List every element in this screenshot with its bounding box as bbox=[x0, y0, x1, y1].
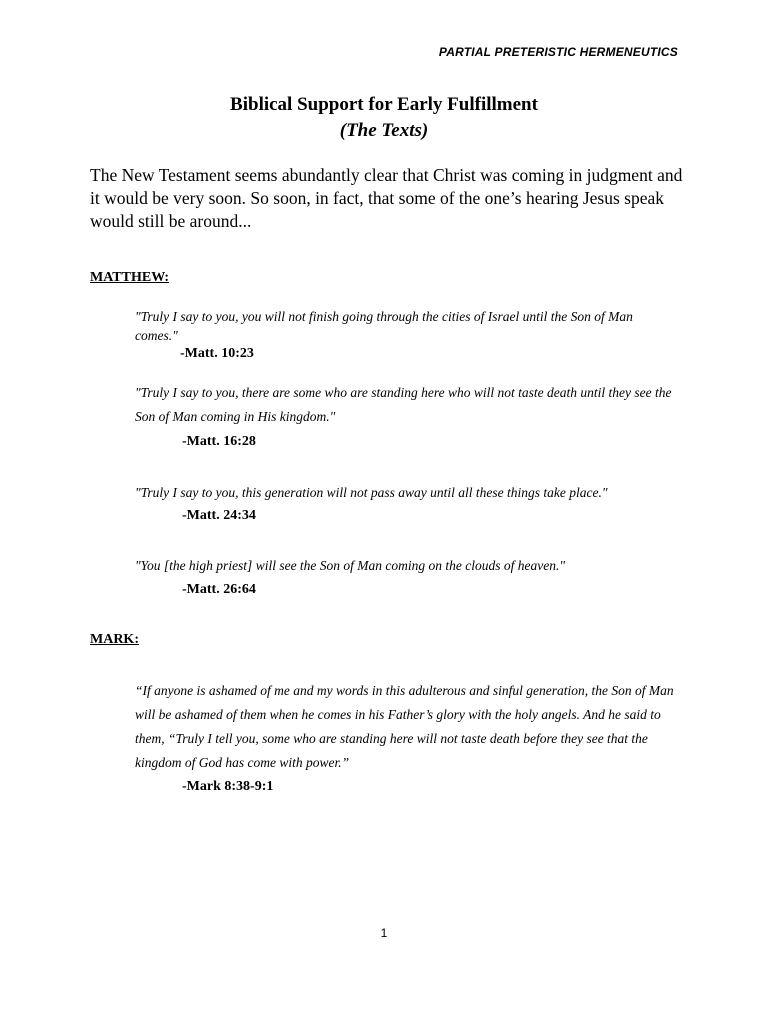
quote-text: “If anyone is ashamed of me and my words in this adulterous and sinful generation, the Son of Man will be ashamed of them when he comes in his Father’s glory with the holy angels. And he said to them, “Truly I tell you, some who are standing here will not taste death before they see that the kingdom of God has come with power.” bbox=[135, 683, 674, 770]
intro-paragraph: The New Testament seems abundantly clear that Christ was coming in judgment and it would be very soon. So soon, in fact, that some of the one’s hearing Jesus speak would still be around... bbox=[90, 165, 683, 231]
scripture-reference: -Matt. 26:64 bbox=[182, 582, 256, 597]
scripture-reference: -Matt. 16:28 bbox=[182, 434, 256, 449]
quote-text: "Truly I say to you, there are some who are standing here who will not taste death until they see the Son of Man coming in His kingdom." bbox=[135, 385, 672, 424]
quote-text: "Truly I say to you, this generation will not pass away until all these things take place." bbox=[135, 485, 608, 500]
scripture-reference: -Matt. 10:23 bbox=[180, 346, 254, 361]
page-subtitle: (The Texts) bbox=[339, 120, 429, 141]
page-number: 1 bbox=[380, 926, 388, 940]
quote-text: "You [the high priest] will see the Son of Man coming on the clouds of heaven." bbox=[135, 558, 566, 573]
quote-text: "Truly I say to you, you will not finish going through the cities of Israel until the Son of Man comes." bbox=[135, 309, 633, 343]
running-header: PARTIAL PRETERISTIC HERMENEUTICS bbox=[438, 45, 678, 59]
scripture-reference: -Matt. 24:34 bbox=[182, 508, 256, 523]
scripture-reference: -Mark 8:38-9:1 bbox=[182, 779, 274, 794]
section-heading-matthew: MATTHEW: bbox=[90, 270, 170, 285]
section-heading-mark: MARK: bbox=[90, 632, 139, 647]
page-title: Biblical Support for Early Fulfillment bbox=[230, 94, 538, 115]
